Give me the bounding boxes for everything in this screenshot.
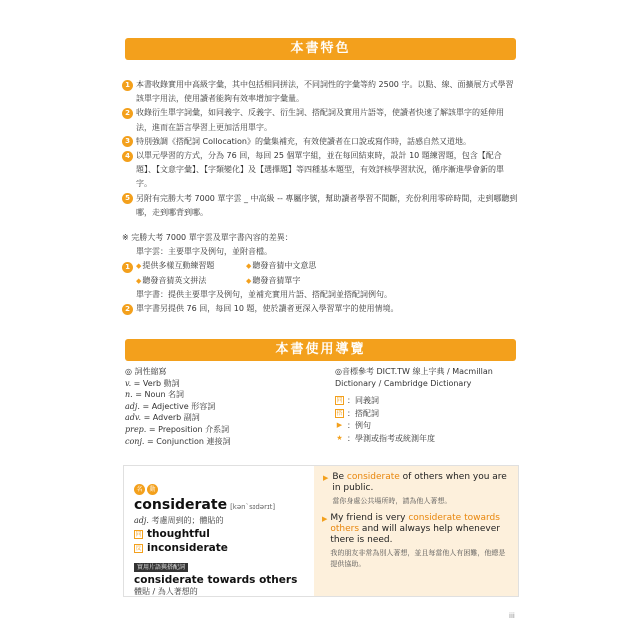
pos-abbr: conj. — [125, 436, 145, 446]
headword: considerate [kən`sɪdərɪt] — [134, 497, 276, 513]
number-badge: 5 — [122, 193, 133, 204]
number-badge: 2 — [122, 108, 133, 119]
synonym-icon: 同 — [336, 397, 343, 405]
examples-panel — [314, 466, 518, 596]
example-sentence: Be considerate of others when you are in public. — [332, 472, 507, 493]
star-icon: ★ — [336, 433, 343, 442]
triangle-icon: ▶ — [322, 474, 329, 482]
triangle-icon: ▶ — [336, 421, 343, 430]
legend-row — [335, 420, 520, 432]
diamond-icon: ◆ — [136, 262, 142, 271]
feature-item — [122, 106, 518, 134]
cloud-description: 單字雲：主要單字及例句，並附音檔。 — [136, 247, 272, 257]
feature-item — [122, 192, 518, 220]
pos-row — [125, 389, 315, 401]
feature-text: 收錄衍生單字詞彙，如同義字、反義字、衍生詞、搭配詞及實用片語等，使讀者快速了解該單字的延伸用法，進而在語言學習上更加活用單字。 — [136, 108, 504, 132]
feature-text: 以單元學習的方式，分為 76 回，每回 25 個單字組，並在每回結束時，設計 10 題練習題，包含【配合題】、【文意字彙】、【字類變化】及【選擇題】等四種基本題型，有效評核學習狀況，循序漸進學會新的單字。 — [136, 151, 504, 189]
feature-item — [122, 78, 518, 106]
feature-text: 特別強調《搭配詞 Collocation》的彙集補充，有效使讀者在口說或寫作時，話感自然又道地。 — [136, 136, 471, 146]
pos-row — [125, 378, 315, 390]
legend-row — [335, 395, 520, 407]
feature-item — [122, 149, 518, 192]
legend-row — [335, 408, 520, 420]
cloud-features-row — [122, 259, 518, 273]
diamond-icon: ◆ — [246, 262, 252, 271]
synonym-row — [134, 528, 304, 540]
pos-abbr: v. — [125, 378, 132, 388]
antonym-word: inconsiderate — [147, 542, 228, 554]
example-item — [322, 472, 510, 507]
pos-meaning: = Conjunction 連接詞 — [147, 436, 231, 446]
book-extra — [122, 302, 518, 316]
pos-row — [125, 412, 315, 424]
cloud-feature: 聽發音猜單字 — [252, 275, 301, 285]
pos-title: ◎ 詞性縮寫 — [125, 367, 167, 376]
feature-text: 本書收錄實用中高級字彙，其中包括相同拼法，不同詞性的字彙等約 2500 字。以點、線、面擴展方式學習該單字用法，使用讀者能夠有效率增加字彙量。 — [136, 80, 514, 104]
example-translation: 我的朋友非常為別人著想，並且每當他人有困難，他總是提供協助。 — [330, 549, 506, 568]
antonym-icon: 反 — [135, 544, 142, 552]
features-list — [122, 78, 518, 220]
pos-label: adj. — [134, 516, 149, 525]
number-badge: 3 — [122, 136, 133, 147]
example-translation: 當你身處公共場所時，請為他人著想。 — [332, 497, 452, 505]
legend-text: ：例句 — [347, 421, 371, 431]
phrase: considerate towards others — [134, 574, 298, 586]
antonym-row — [134, 542, 304, 554]
pos-abbr: adj. — [125, 401, 140, 411]
pos-abbr: adv. — [125, 413, 142, 423]
legend-text: ：同義詞 — [347, 396, 379, 406]
badge-icon: 動 — [147, 484, 158, 495]
cloud-features-row — [122, 274, 518, 288]
phonetic: [kən`sɪdərɪt] — [230, 503, 276, 511]
section-title-features: 本書特色 — [125, 38, 516, 60]
pos-row — [125, 424, 315, 436]
page-number: iii — [509, 612, 515, 620]
number-badge: 1 — [122, 80, 133, 91]
number-badge: 2 — [122, 304, 133, 315]
cloud-feature: 提供多樣互動練習題 — [142, 261, 215, 271]
phrase-translation: 體貼 / 為人著想的 — [134, 587, 198, 596]
pos-meaning: = Preposition 介系詞 — [148, 424, 230, 434]
pos-row — [125, 401, 315, 413]
synonym-word: thoughtful — [147, 528, 210, 540]
book-description: 單字書：提供主要單字及例句，並補充實用片語、搭配詞並搭配詞例句。 — [136, 289, 392, 299]
phrase-tag: 實用片語與搭配詞 — [134, 563, 188, 572]
comparison-note — [122, 231, 518, 316]
number-badge: 4 — [122, 151, 133, 162]
legend-text: ：搭配詞 — [347, 408, 379, 418]
legend-row — [335, 433, 520, 445]
symbol-legend — [335, 366, 520, 445]
cloud-feature: 聽發音猜中文意思 — [252, 261, 317, 271]
phonetic-reference: ◎音標參考 DICT.TW 線上字典 / Macmillan Dictionary / Cambridge Dictionary — [335, 367, 493, 388]
synonym-icon: 同 — [135, 530, 142, 538]
pos-abbr: prep. — [125, 424, 147, 434]
number-badge: 1 — [122, 262, 133, 273]
pos-meaning: = Noun 名詞 — [135, 390, 185, 400]
pos-abbreviations — [125, 366, 315, 447]
example-item — [322, 513, 510, 570]
diamond-icon: ◆ — [246, 276, 252, 285]
comparison-title: ※ 完勝大考 7000 單字雲及單字書內容的差異： — [122, 233, 293, 242]
example-sentence: My friend is very considerate towards others and will always help whenever there is need. — [330, 513, 500, 545]
definition: adj. 考慮周到的；體貼的 — [134, 516, 224, 525]
triangle-icon: ▶ — [322, 515, 328, 523]
section-title-guide: 本書使用導覽 — [125, 339, 516, 361]
pos-meaning: = Verb 動詞 — [133, 378, 180, 388]
pos-meaning: = Adverb 副詞 — [143, 413, 200, 423]
feature-item — [122, 135, 518, 149]
pos-meaning: = Adjective 形容詞 — [142, 401, 216, 411]
sample-entry — [123, 465, 519, 597]
cloud-feature: 聽發音猜英文拼法 — [142, 275, 207, 285]
badge-icon: 名 — [134, 484, 145, 495]
legend-text: ：學測或指考或統測年度 — [347, 433, 435, 443]
feature-text: 另附有完勝大考 7000 單字雲 _ 中高級 -- 專屬序號，幫助讀者學習不間斷，充份利用零碎時間，走到哪聽到哪，走到哪背到哪。 — [136, 193, 518, 217]
collocation-icon: 搭 — [336, 410, 343, 418]
pos-abbr: n. — [125, 390, 133, 400]
book-extra-text: 單字書另提供 76 回，每回 10 題，使於讀者更深入學習單字的使用情境。 — [136, 304, 399, 314]
entry-panel — [124, 466, 314, 596]
diamond-icon: ◆ — [136, 276, 142, 285]
pos-row — [125, 436, 315, 448]
